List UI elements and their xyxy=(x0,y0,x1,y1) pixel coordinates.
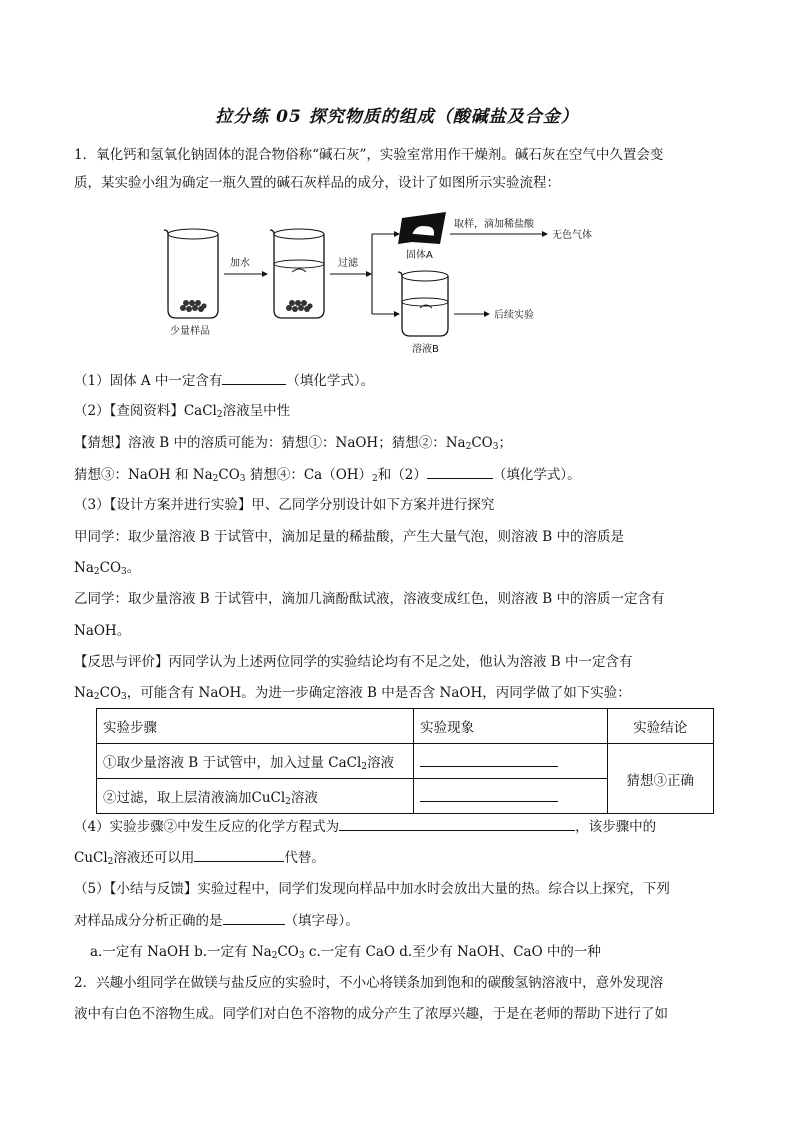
table-cell-observation-1[interactable] xyxy=(414,744,608,779)
answer-blank[interactable] xyxy=(222,371,286,385)
q1-part-1: （1）固体 A 中一定含有 （填化学式）。 xyxy=(74,373,375,389)
q1-part-3: （3）【设计方案并进行实验】甲、乙同学分别设计如下方案并进行探究 xyxy=(74,497,495,513)
experiment-flow-diagram xyxy=(150,204,630,360)
q1-jia-line-2: $Na_2CO_3$。 xyxy=(74,560,141,577)
next-step-label: 后续实验 xyxy=(494,310,534,321)
table-header: 实验结论 xyxy=(607,709,713,744)
beaker-solution-b-icon xyxy=(398,271,448,336)
page-title: 拉分练 05 探究物质的组成（酸碱盐及合金） xyxy=(215,107,579,127)
sample-label: 少量样品 xyxy=(170,326,210,337)
beaker-water-icon xyxy=(270,229,324,318)
answer-blank[interactable] xyxy=(194,848,284,862)
table-row xyxy=(97,744,714,779)
filter-label: 过滤 xyxy=(338,258,358,269)
q1-part-5: （5）【小结与反馈】实验过程中，同学们发现向样品中加水时会放出大量的热。综合以上探究，下列 xyxy=(74,881,670,897)
q1-part-4: （4）实验步骤②中发生反应的化学方程式为 ，该步骤中的 xyxy=(74,819,657,835)
q1-part-4-line-2: CuCl$_2$溶液还可以用 代替。 xyxy=(74,850,325,867)
q1-intro-line-2: 质，某实验小组为确定一瓶久置的碱石灰样品的成分，设计了如图所示实验流程： xyxy=(74,175,560,191)
q2-line-2: 液中有白色不溶物生成。同学们对白色不溶物的成分产生了浓厚兴趣，于是在老师的帮助下进行了如 xyxy=(74,1006,668,1022)
solid-action-label: 取样，滴加稀盐酸 xyxy=(454,219,534,230)
table-cell-step-1: ①取少量溶液 B 于试管中，加入过量 CaCl$_2$溶液 xyxy=(97,744,414,779)
q1-guess-line-2: 猜想③：NaOH 和 $Na_2CO_3$ 猜想④：$Ca(OH)_2$和（2） （填化学式）。 xyxy=(74,467,581,484)
answer-blank[interactable] xyxy=(223,911,285,925)
q1-yi-line-2: NaOH。 xyxy=(74,623,131,639)
q1-part-2: （2）【查阅资料】CaCl$_2$溶液呈中性 xyxy=(74,403,291,420)
q1-intro-line-1: 1．氧化钙和氢氧化钠固体的混合物俗称“碱石灰”，实验室常用作干燥剂。碱石灰在空气中久置会变 xyxy=(74,147,664,163)
q1-options: a.一定有 NaOH b.一定有 $Na_2CO_3$ c.一定有 CaO d.至少有 NaOH、CaO 中的一种 xyxy=(90,944,601,961)
q1-reflect-line-2: $Na_2CO_3$，可能含有 NaOH。为进一步确定溶液 B 中是否含 NaOH，丙同学做了如下实验： xyxy=(74,685,631,702)
q1-reflect-line-1: 【反思与评价】丙同学认为上述两位同学的实验结论均有不足之处，他认为溶液 B 中一定含有 xyxy=(74,654,633,670)
solid-a-icon xyxy=(398,212,446,244)
table-cell-conclusion: 猜想③正确 xyxy=(607,744,713,814)
table-cell-step-2: ②过滤，取上层清液滴加CuCl$_2$溶液 xyxy=(97,779,414,814)
table-header-row xyxy=(97,709,714,744)
table-header: 实验现象 xyxy=(414,709,608,744)
q1-jia-line-1: 甲同学：取少量溶液 B 于试管中，滴加足量的稀盐酸，产生大量气泡，则溶液 B 中的溶质是 xyxy=(74,529,625,545)
solid-a-label: 固体A xyxy=(406,250,433,261)
q1-guess-line-1: 【猜想】溶液 B 中的溶质可能为：猜想①：NaOH；猜想②：$Na_2CO_3$； xyxy=(74,435,512,452)
table-header: 实验步骤 xyxy=(97,709,414,744)
experiment-table xyxy=(96,708,714,814)
q1-part-5-line-2: 对样品成分分析正确的是 （填字母）。 xyxy=(74,913,359,929)
beaker-sample-icon xyxy=(164,229,218,318)
table-cell-observation-2[interactable] xyxy=(414,779,608,814)
add-water-label: 加水 xyxy=(230,258,250,269)
answer-blank[interactable] xyxy=(339,817,575,831)
gas-result-label: 无色气体 xyxy=(552,230,592,241)
solution-b-label: 溶液B xyxy=(412,344,439,355)
q1-yi-line-1: 乙同学：取少量溶液 B 于试管中，滴加几滴酚酞试液，溶液变成红色，则溶液 B 中的溶质一定含有 xyxy=(74,591,665,607)
answer-blank[interactable] xyxy=(427,465,493,479)
q2-line-1: 2．兴趣小组同学在做镁与盐反应的实验时，不小心将镁条加到饱和的碳酸氢钠溶液中，意外发现溶 xyxy=(74,975,664,991)
